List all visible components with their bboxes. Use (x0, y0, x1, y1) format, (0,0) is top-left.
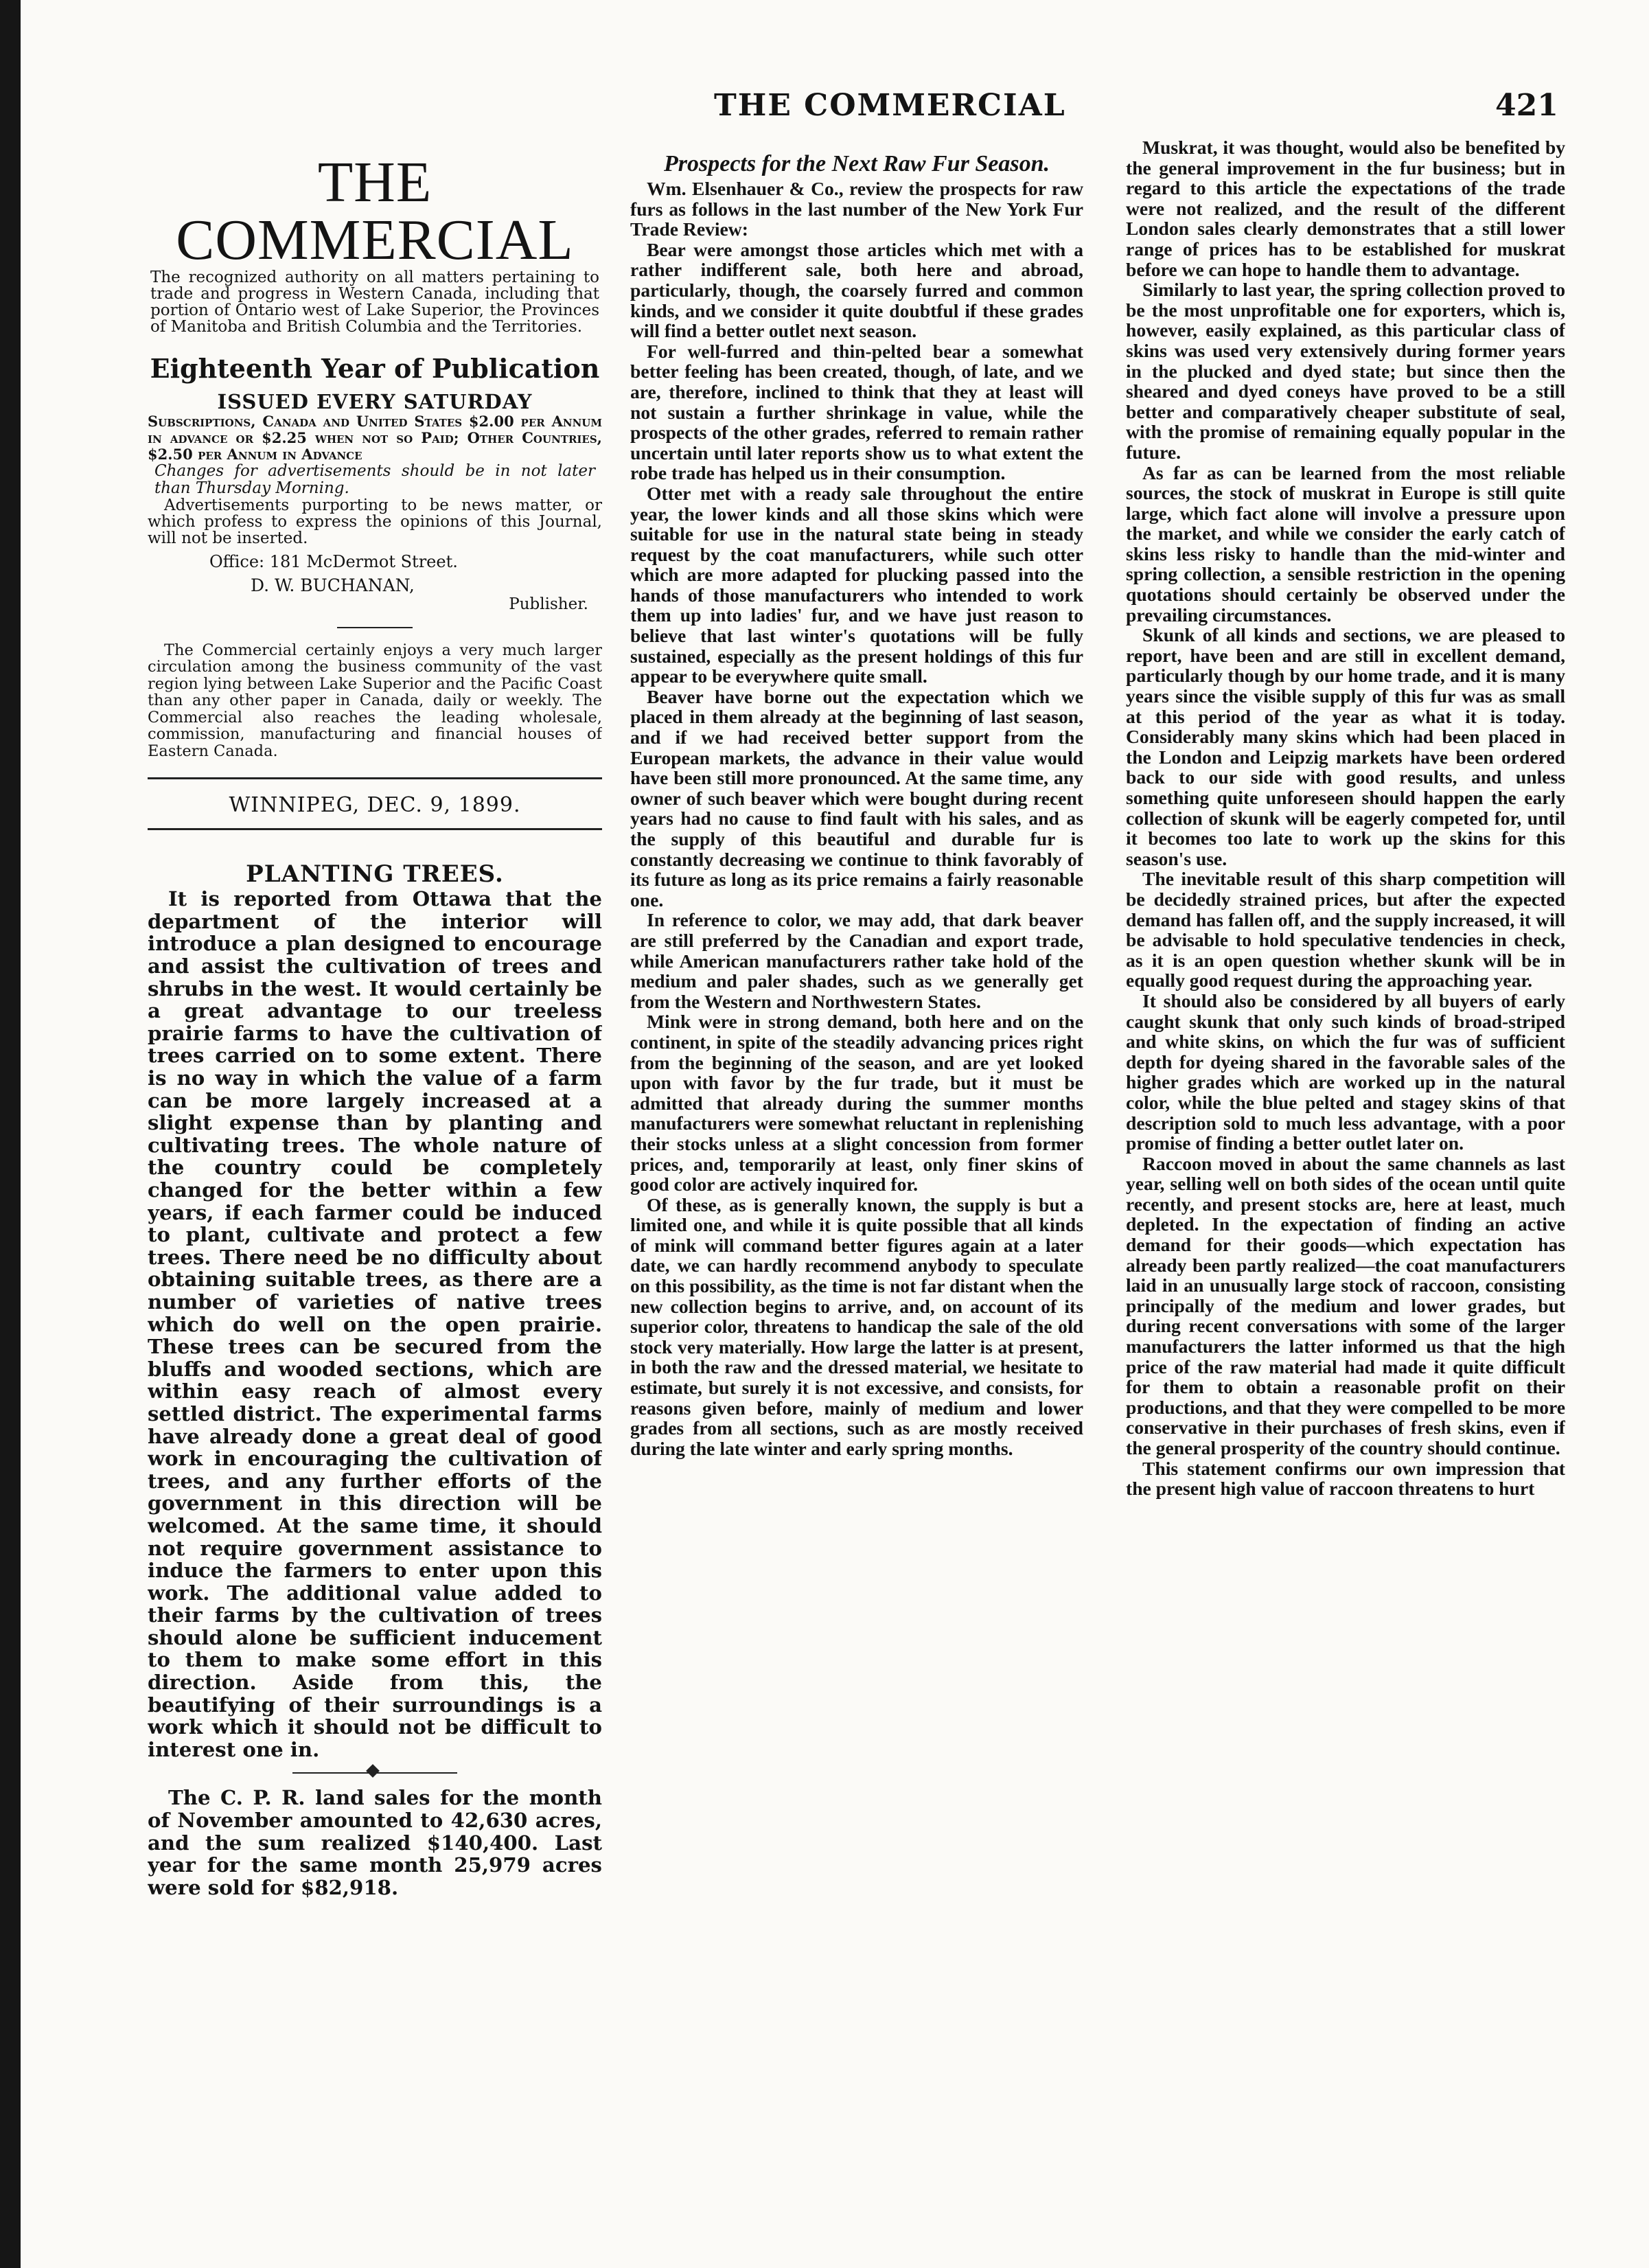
column-3 (1126, 137, 1565, 2197)
masthead-publisher-role: Publisher. (509, 595, 588, 613)
article-paragraph: Bear were amongst those articles which met with a rather indifferent sale, both here and abroad, particularly, though, the coarsely furred and common kinds, and we consider it quite doubtful if these grades will find a better outlet next season. (630, 238, 1083, 342)
article-paragraph: Otter met with a ready sale throughout the entire year, the lower kinds and all those skins which were suitable for use in the natural state being in steady request by the coat manufacturers, while such otter which are more adapted for plucking passed into the hands of those manufacturers who intended to work them up into ladies' fur, and we have just reason to believe that last winter's quotations will be fully sustained, especially as the present holdings of this fur appear to be everywhere quite small. (630, 482, 1083, 687)
binding-edge (0, 0, 21, 2268)
divider (337, 627, 413, 628)
article-paragraph: This statement confirms our own impression that the present high value of raccoon threatens to hurt (1126, 1457, 1565, 1500)
article-paragraph: Beaver have borne out the expectation which we placed in them already at the beginning of last season, and if we had received better support from the European markets, the advance in their value would have been still more pronounced. At the same time, any owner of such beaver which were bought during recent years had no cause to find fault with his sales, and as the supply of this beautiful and durable fur is constantly decreasing we continue to think favorably of its future as long as its price remains a fairly reasonable one. (630, 685, 1083, 910)
cpr-land-sales-note: The C. P. R. land sales for the month of November amounted to 42,630 acres, and the sum realized $140,400. Last year for the same month 25,979 acres were sold for $82,918. (148, 1786, 602, 1899)
planting-trees-body: It is reported from Ottawa that the department of the interior will introduce a plan designed to encourage and assist the cultivation of trees and shrubs in the west. It would certainly be a great advantage to our treeless prairie farms to have the cultivation of trees carried on to some extent. There is no way in which the value of a farm can be more largely increased at a slight expense than by planting and cultivating trees. The whole nature of the country could be completely changed for the better within a few years, if each farmer could be induced to plant, cultivate and protect a few trees. There need be no difficulty about obtaining suitable trees, as there are a number of varieties of native trees which do well on the open prairie. These trees can be secured from the bluffs and wooded sections, which are within easy reach of almost every settled district. The experimental farms have already done a great deal of good work in encouraging the cultivation of trees, and any further efforts of the government in this direction will be welcomed. At the same time, it should not require government assistance to induce the farmers to enter upon this work. The additional value added to their farms by the cultivation of trees should alone be sufficient inducement to them to make some effort in this direction. Aside from this, the beautifying of their surroundings is a work which it should not be difficult to interest one in. (148, 887, 602, 1761)
fur-article-headline: Prospects for the Next Raw Fur Season. (664, 151, 1050, 176)
running-title: THE COMMERCIAL (714, 88, 1066, 123)
article-paragraph: Muskrat, it was thought, would also be benefited by the general improvement in the fur business; but in regard to this article the expectations of the trade were not realized, and the result of the different London sales clearly demonstrates that a still lower range of prices has to be established for muskrat before we can hope to handle them to advantage. (1126, 137, 1565, 280)
running-header (0, 88, 1649, 129)
masthead-issued: ISSUED EVERY SATURDAY (217, 389, 533, 413)
article-paragraph: Similarly to last year, the spring collection proved to be the most unprofitable one for exporters, which is, however, easily explained, as this particular class of skins was used very extensively during former years in the plucked and dyed state; but since then the sheared and dyed coneys have proved to be a still better and comparatively cheaper substitute of seal, with the promise of remaining equally popular in the future. (1126, 279, 1565, 463)
masthead-circulation: The Commercial certainly enjoys a very much larger circulation among the business community of the vast region lying between Lake Superior and the Pacific Coast than any other paper in Canada, daily or weekly. The Commercial also reaches the leading wholesale, commission, manufacturing and financial houses of Eastern Canada. (148, 641, 602, 760)
article-paragraph: For well-furred and thin-pelted bear a somewhat better feeling has been created, though, of late, and we are, therefore, inclined to think that they at least will not sustain a further shrinkage in value, while the prospects of the other grades, referred to remain rather uncertain until later reports show us to what extent the robe trade has helped us in their consumption. (630, 340, 1083, 484)
article-paragraph: Raccoon moved in about the same channels as last year, selling well on both sides of the ocean until quite recently, and present stocks are, here at least, much depleted. In the expectation of finding an active demand for their goods—which expectation has already been partly realized—the coat manufacturers laid in an unusually large stock of raccoon, consisting principally of the medium and lower grades, but during recent conversations with some of the larger manufacturers the latter informed us that the high price of the raw material had made it quite difficult for them to obtain a reasonable profit on their productions, and that they were compelled to be more conservative in their purchases of fresh skins, even if the general prosperity of the country should continue. (1126, 1152, 1565, 1458)
article-paragraph: Wm. Elsenhauer & Co., review the prospects for raw furs as follows in the last number of the New York Fur Trade Review: (630, 178, 1083, 240)
masthead-office: Office: 181 McDermot Street. (209, 551, 458, 571)
column-2 (630, 137, 1083, 2197)
masthead-publisher: D. W. BUCHANAN, (251, 575, 415, 595)
article-paragraph: As far as can be learned from the most reliable sources, the stock of muskrat in Europe is still quite large, which fact alone will involve a pressure upon the market, and while we consider the early catch of skins less risky to handle than the mid-winter and spring collection, a sensible restriction in the opening quotations should certainly be observed under the prevailing circumstances. (1126, 461, 1565, 626)
column-1 (148, 137, 602, 2197)
masthead-description: The recognized authority on all matters pertaining to trade and progress in Western Canada, including that portion of Ontario west of Lake Superior, the Provinces of Manitoba and British Columbia and the Territories. (150, 268, 599, 336)
masthead-title: THE COMMERCIAL (176, 150, 574, 272)
masthead-changes-note: Changes for advertisements should be in not later than Thursday Morning. (154, 461, 595, 497)
article-paragraph: Mink were in strong demand, both here and on the continent, in spite of the steadily advancing prices right from the beginning of the season, and are yet looked upon with favor by the fur trade, but it must be admitted that already during the summer months manufacturers were somewhat reluctant in replenishing their stocks unless at a slight concession from former prices, and, temporarily at least, only finer skins of good color are actively inquired for. (630, 1011, 1083, 1195)
masthead-subscriptions: Subscriptions, Canada and United States $2.00 per Annum in advance or $2.25 when not so Paid; Other Countries, $2.50 per Annum in Advance (148, 412, 602, 463)
masthead-year-line: Eighteenth Year of Publication (150, 353, 600, 384)
planting-trees-headline: PLANTING TREES. (246, 860, 504, 889)
masthead-ads-note: Advertisements purporting to be news matter, or which profess to express the opinions of this Journal, will not be inserted. (148, 496, 602, 547)
article-paragraph: Of these, as is generally known, the supply is but a limited one, and while it is quite possible that all kinds of mink will command better figures again at a later date, we can hardly recommend anybody to speculate on this possibility, as the time is not far distant when the new collection begins to arrive, and, on account of its superior color, threatens to handicap the sale of the old stock very materially. How large the latter is at present, in both the raw and the dressed material, we hesitate to estimate, but surely it is not excessive, and consists, for reasons given before, mainly of medium and lower grades from all sections, such as are mostly received during the late winter and early spring months. (630, 1193, 1083, 1459)
page-number: 421 (1495, 88, 1558, 123)
article-paragraph: The inevitable result of this sharp competition will be decidedly strained prices, but after the expected demand has fallen off, and the supply increased, it will be advisable to hold speculative tendencies in check, as it is an open question whether skunk will be in equally good request during the approaching year. (1126, 868, 1565, 992)
article-paragraph: It should also be considered by all buyers of early caught skunk that only such kinds of broad-striped and white skins, on which the fur was of sufficient depth for dyeing shared in the favorable sales of the higher grades which are worked up in the natural color, while the blue pelted and stagey skins of that description sold to much less advantage, with a poor promise of finding a better outlet later on. (1126, 989, 1565, 1154)
dateline-box (148, 777, 602, 830)
article-paragraph: In reference to color, we may add, that dark beaver are still preferred by the Canadian and export trade, while American manufacturers rather take hold of the medium and paler shades, such as we generally get from the Western and Northwestern States. (630, 909, 1083, 1012)
article-paragraph: Skunk of all kinds and sections, we are pleased to report, have been and are still in excellent demand, particularly though by our home trade, and it is many years since the visible supply of this fur was as small at this period of the year as what it is today. Considerably many skins which had been placed in the London and Leipzig markets have been ordered back to our side with good results, and unless something quite unforeseen should happen the early collection of skunk will be eagerly competed for, until it becomes too late to work up the skins for this season's use. (1126, 624, 1565, 869)
ornament-divider (292, 1770, 457, 1776)
dateline: WINNIPEG, DEC. 9, 1899. (229, 793, 521, 818)
